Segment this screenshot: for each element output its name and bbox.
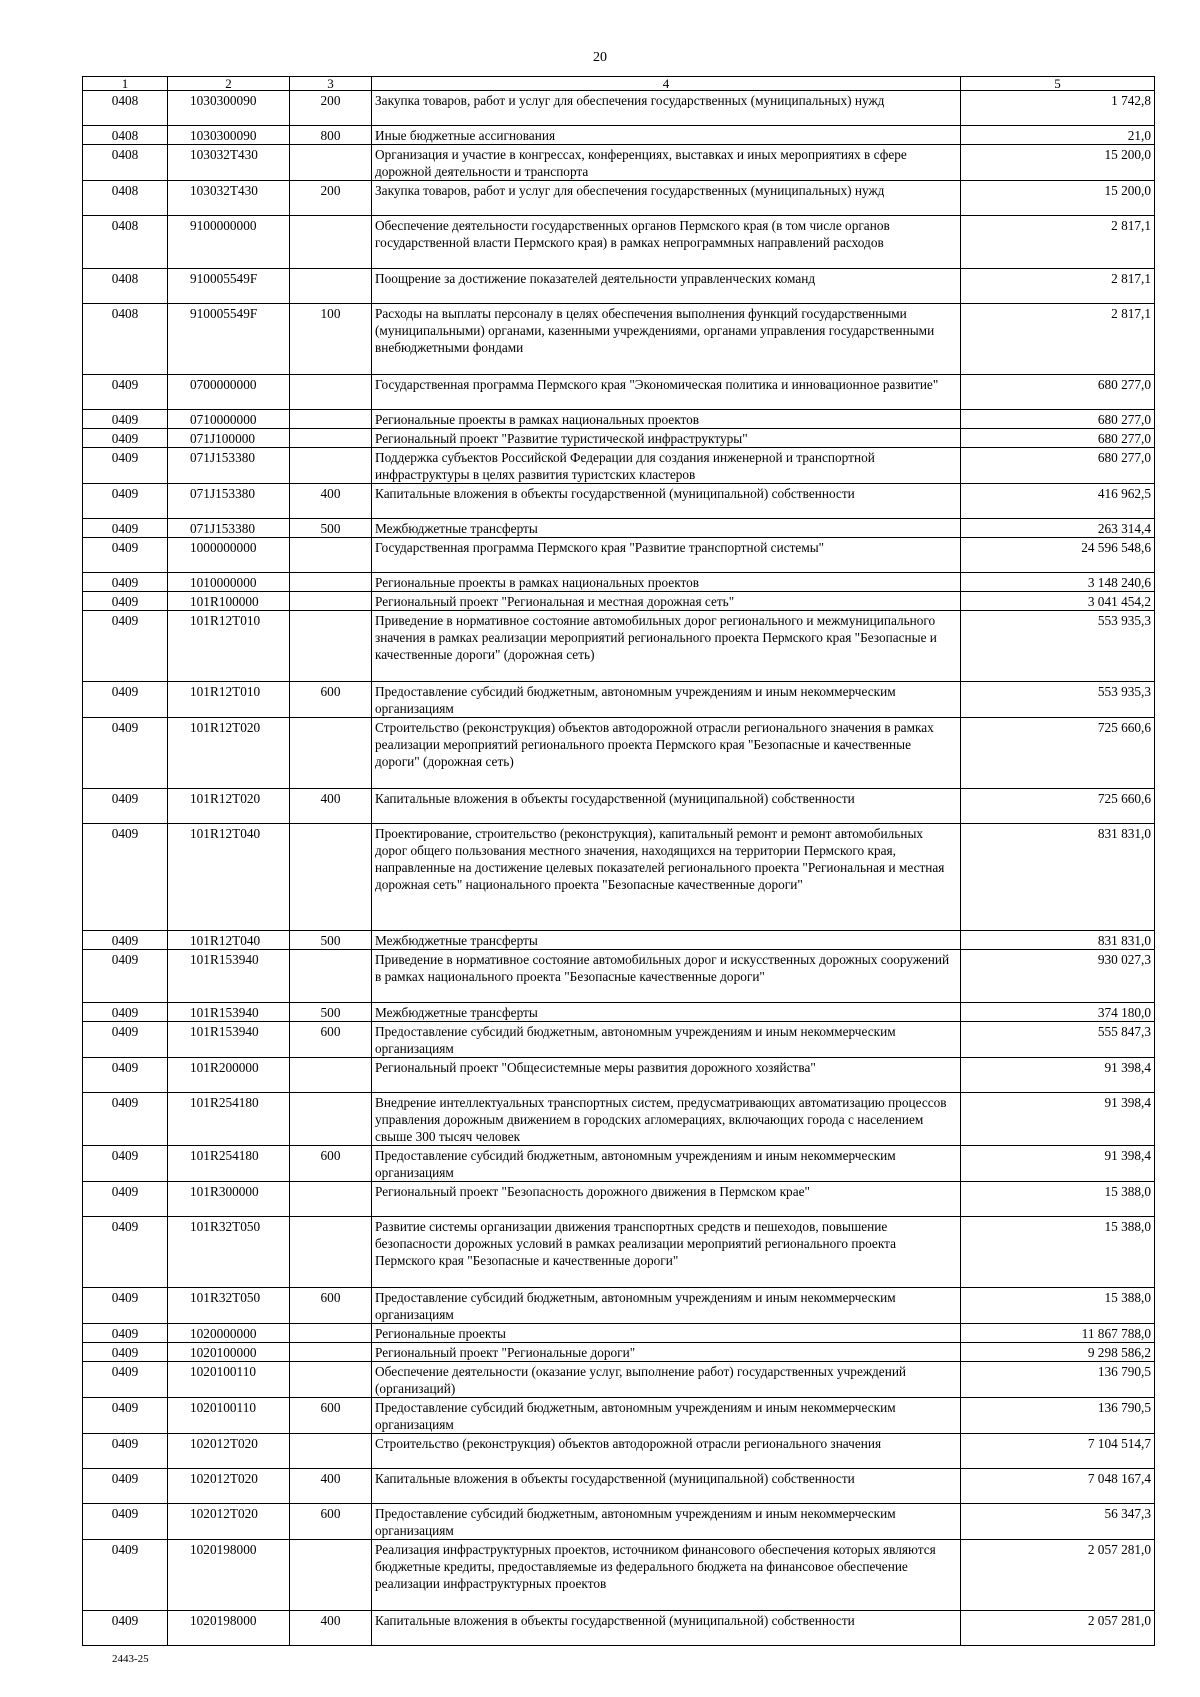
amount-cell: 680 277,0 [961, 375, 1155, 410]
section-code-cell: 0409 [83, 931, 168, 950]
table-row [83, 216, 1155, 269]
amount-cell: 56 347,3 [961, 1504, 1155, 1540]
amount-cell: 3 148 240,6 [961, 573, 1155, 592]
expense-type-cell: 400 [290, 484, 372, 519]
description-cell: Региональные проекты [372, 1324, 961, 1343]
description-cell: Межбюджетные трансферты [372, 1003, 961, 1022]
expense-type-cell [290, 1324, 372, 1343]
description-cell: Региональный проект "Региональные дороги" [372, 1343, 961, 1362]
target-article-cell: 0700000000 [168, 375, 290, 410]
description-cell: Организация и участие в конгрессах, конференциях, выставках и иных мероприятиях в сфере дорожной деятельности и транспорта [372, 145, 961, 181]
description-cell: Предоставление субсидий бюджетным, автономным учреждениям и иным некоммерческим организациям [372, 1288, 961, 1324]
target-article-cell: 1020198000 [168, 1540, 290, 1611]
target-article-cell: 103032Т430 [168, 181, 290, 216]
target-article-cell: 071J153380 [168, 448, 290, 484]
amount-cell: 553 935,3 [961, 682, 1155, 718]
expense-type-cell [290, 1093, 372, 1146]
target-article-cell: 101R32Т050 [168, 1288, 290, 1324]
amount-cell: 136 790,5 [961, 1362, 1155, 1398]
description-cell: Иные бюджетные ассигнования [372, 126, 961, 145]
table-row [83, 1324, 1155, 1343]
amount-cell: 3 041 454,2 [961, 592, 1155, 611]
amount-cell: 725 660,6 [961, 718, 1155, 789]
section-code-cell: 0409 [83, 1093, 168, 1146]
table-row [83, 429, 1155, 448]
section-code-cell: 0409 [83, 1398, 168, 1434]
amount-cell: 11 867 788,0 [961, 1324, 1155, 1343]
expense-type-cell [290, 410, 372, 429]
section-code-cell: 0409 [83, 1434, 168, 1469]
description-cell: Региональный проект "Общесистемные меры развития дорожного хозяйства" [372, 1058, 961, 1093]
table-row [83, 484, 1155, 519]
target-article-cell: 102012Т020 [168, 1434, 290, 1469]
table-row [83, 519, 1155, 538]
table-row [83, 269, 1155, 304]
section-code-cell: 0408 [83, 181, 168, 216]
amount-cell: 2 817,1 [961, 269, 1155, 304]
table-row [83, 1343, 1155, 1362]
table-row [83, 682, 1155, 718]
column-header: 5 [961, 77, 1155, 91]
description-cell: Расходы на выплаты персоналу в целях обеспечения выполнения функций государственными (муниципальными) органами, казенными учреждениями, органами управления государственными внебюджетными фондами [372, 304, 961, 375]
table-row [83, 1398, 1155, 1434]
description-cell: Внедрение интеллектуальных транспортных систем, предусматривающих автоматизацию процессов управления дорожным движением в городских агломерациях, включающих города с населением свыше 300 тысяч человек [372, 1093, 961, 1146]
table-row [83, 1362, 1155, 1398]
target-article-cell: 1000000000 [168, 538, 290, 573]
expense-type-cell: 600 [290, 1398, 372, 1434]
table-row [83, 448, 1155, 484]
table-row [83, 181, 1155, 216]
table-row [83, 950, 1155, 1003]
expense-type-cell: 200 [290, 181, 372, 216]
amount-cell: 831 831,0 [961, 824, 1155, 931]
table-row [83, 1288, 1155, 1324]
section-code-cell: 0409 [83, 1003, 168, 1022]
expense-type-cell [290, 1217, 372, 1288]
target-article-cell: 101R12Т020 [168, 718, 290, 789]
expense-type-cell [290, 448, 372, 484]
section-code-cell: 0409 [83, 1469, 168, 1504]
description-cell: Государственная программа Пермского края "Развитие транспортной системы" [372, 538, 961, 573]
expense-type-cell: 600 [290, 1022, 372, 1058]
amount-cell: 2 817,1 [961, 304, 1155, 375]
table-row [83, 1022, 1155, 1058]
amount-cell: 15 200,0 [961, 181, 1155, 216]
amount-cell: 91 398,4 [961, 1146, 1155, 1182]
description-cell: Реализация инфраструктурных проектов, источником финансового обеспечения которых являются бюджетные кредиты, предоставляемые из федерального бюджета на финансовое обеспечение реализации инфраструктурных проектов [372, 1540, 961, 1611]
section-code-cell: 0409 [83, 1288, 168, 1324]
section-code-cell: 0409 [83, 1182, 168, 1217]
amount-cell: 263 314,4 [961, 519, 1155, 538]
table-row [83, 824, 1155, 931]
target-article-cell: 101R153940 [168, 950, 290, 1003]
expense-type-cell [290, 1362, 372, 1398]
description-cell: Обеспечение деятельности (оказание услуг, выполнение работ) государственных учреждений (организаций) [372, 1362, 961, 1398]
target-article-cell: 101R12Т020 [168, 789, 290, 824]
column-header: 2 [168, 77, 290, 91]
section-code-cell: 0409 [83, 448, 168, 484]
expense-type-cell: 500 [290, 1003, 372, 1022]
target-article-cell: 102012Т020 [168, 1504, 290, 1540]
amount-cell: 7 104 514,7 [961, 1434, 1155, 1469]
expense-type-cell [290, 375, 372, 410]
section-code-cell: 0409 [83, 429, 168, 448]
expense-type-cell: 600 [290, 1504, 372, 1540]
target-article-cell: 101R254180 [168, 1146, 290, 1182]
amount-cell: 91 398,4 [961, 1093, 1155, 1146]
section-code-cell: 0409 [83, 1504, 168, 1540]
expense-type-cell [290, 1434, 372, 1469]
amount-cell: 15 388,0 [961, 1182, 1155, 1217]
column-header: 4 [372, 77, 961, 91]
target-article-cell: 1030300090 [168, 91, 290, 126]
amount-cell: 2 057 281,0 [961, 1540, 1155, 1611]
section-code-cell: 0409 [83, 1611, 168, 1646]
table-row [83, 375, 1155, 410]
expense-type-cell [290, 1058, 372, 1093]
amount-cell: 725 660,6 [961, 789, 1155, 824]
section-code-cell: 0409 [83, 1324, 168, 1343]
table-row [83, 611, 1155, 682]
description-cell: Поддержка субъектов Российской Федерации для создания инженерной и транспортной инфраструктуры в целях развития туристских кластеров [372, 448, 961, 484]
expense-type-cell: 400 [290, 1611, 372, 1646]
section-code-cell: 0408 [83, 269, 168, 304]
table-row [83, 538, 1155, 573]
expense-type-cell: 500 [290, 931, 372, 950]
amount-cell: 374 180,0 [961, 1003, 1155, 1022]
description-cell: Закупка товаров, работ и услуг для обеспечения государственных (муниципальных) нужд [372, 91, 961, 126]
expense-type-cell [290, 592, 372, 611]
expense-type-cell [290, 429, 372, 448]
section-code-cell: 0409 [83, 1217, 168, 1288]
target-article-cell: 101R100000 [168, 592, 290, 611]
document-code: 2443-25 [112, 1653, 149, 1665]
amount-cell: 15 388,0 [961, 1217, 1155, 1288]
amount-cell: 553 935,3 [961, 611, 1155, 682]
section-code-cell: 0409 [83, 538, 168, 573]
section-code-cell: 0409 [83, 950, 168, 1003]
amount-cell: 7 048 167,4 [961, 1469, 1155, 1504]
section-code-cell: 0409 [83, 611, 168, 682]
section-code-cell: 0409 [83, 484, 168, 519]
target-article-cell: 910005549F [168, 304, 290, 375]
section-code-cell: 0409 [83, 410, 168, 429]
section-code-cell: 0409 [83, 375, 168, 410]
description-cell: Строительство (реконструкция) объектов автодорожной отрасли регионального значения в рамках реализации мероприятий регионального проекта Пермского края "Безопасные и качественные дороги" (дорожная сеть) [372, 718, 961, 789]
table-row [83, 931, 1155, 950]
target-article-cell: 102012Т020 [168, 1469, 290, 1504]
description-cell: Предоставление субсидий бюджетным, автономным учреждениям и иным некоммерческим организациям [372, 1504, 961, 1540]
amount-cell: 2 057 281,0 [961, 1611, 1155, 1646]
expense-type-cell: 600 [290, 682, 372, 718]
target-article-cell: 101R12Т040 [168, 824, 290, 931]
expense-type-cell [290, 573, 372, 592]
target-article-cell: 101R153940 [168, 1022, 290, 1058]
expense-type-cell: 800 [290, 126, 372, 145]
expense-type-cell [290, 950, 372, 1003]
description-cell: Региональный проект "Безопасность дорожного движения в Пермском крае" [372, 1182, 961, 1217]
section-code-cell: 0408 [83, 304, 168, 375]
section-code-cell: 0409 [83, 824, 168, 931]
description-cell: Развитие системы организации движения транспортных средств и пешеходов, повышение безопасности дорожных условий в рамках реализации мероприятий регионального проекта Пермского края "Безопасные и качественные дороги" [372, 1217, 961, 1288]
target-article-cell: 1020100000 [168, 1343, 290, 1362]
amount-cell: 9 298 586,2 [961, 1343, 1155, 1362]
description-cell: Капитальные вложения в объекты государственной (муниципальной) собственности [372, 1611, 961, 1646]
target-article-cell: 103032Т430 [168, 145, 290, 181]
table-row [83, 1469, 1155, 1504]
expense-type-cell [290, 718, 372, 789]
table-row [83, 1003, 1155, 1022]
description-cell: Региональные проекты в рамках национальных проектов [372, 410, 961, 429]
amount-cell: 15 200,0 [961, 145, 1155, 181]
section-code-cell: 0408 [83, 145, 168, 181]
description-cell: Проектирование, строительство (реконструкция), капитальный ремонт и ремонт автомобильных дорог общего пользования местного значения, находящихся на территории Пермского края, направленные на достижение целевых показателей регионального проекта "Региональная и местная дорожная сеть" национального проекта "Безопасные качественные дороги" [372, 824, 961, 931]
amount-cell: 91 398,4 [961, 1058, 1155, 1093]
table-row [83, 1182, 1155, 1217]
description-cell: Региональные проекты в рамках национальных проектов [372, 573, 961, 592]
table-row [83, 126, 1155, 145]
expense-type-cell [290, 269, 372, 304]
expense-type-cell [290, 145, 372, 181]
description-cell: Предоставление субсидий бюджетным, автономным учреждениям и иным некоммерческим организациям [372, 682, 961, 718]
table-header-row [83, 77, 1155, 91]
description-cell: Обеспечение деятельности государственных органов Пермского края (в том числе органов государственной власти Пермского края) в рамках непрограммных направлений расходов [372, 216, 961, 269]
target-article-cell: 1020100110 [168, 1362, 290, 1398]
target-article-cell: 0710000000 [168, 410, 290, 429]
table-row [83, 91, 1155, 126]
amount-cell: 15 388,0 [961, 1288, 1155, 1324]
expense-type-cell: 200 [290, 91, 372, 126]
expense-type-cell [290, 538, 372, 573]
description-cell: Закупка товаров, работ и услуг для обеспечения государственных (муниципальных) нужд [372, 181, 961, 216]
target-article-cell: 101R32Т050 [168, 1217, 290, 1288]
section-code-cell: 0409 [83, 682, 168, 718]
expense-type-cell: 600 [290, 1288, 372, 1324]
section-code-cell: 0409 [83, 1058, 168, 1093]
column-header: 1 [83, 77, 168, 91]
target-article-cell: 910005549F [168, 269, 290, 304]
amount-cell: 930 027,3 [961, 950, 1155, 1003]
expense-type-cell: 400 [290, 1469, 372, 1504]
expense-type-cell: 400 [290, 789, 372, 824]
description-cell: Региональный проект "Региональная и местная дорожная сеть" [372, 592, 961, 611]
section-code-cell: 0409 [83, 573, 168, 592]
target-article-cell: 1020000000 [168, 1324, 290, 1343]
target-article-cell: 101R12Т040 [168, 931, 290, 950]
expense-type-cell [290, 1182, 372, 1217]
description-cell: Предоставление субсидий бюджетным, автономным учреждениям и иным некоммерческим организациям [372, 1398, 961, 1434]
amount-cell: 680 277,0 [961, 410, 1155, 429]
table-row [83, 718, 1155, 789]
expense-type-cell: 100 [290, 304, 372, 375]
section-code-cell: 0408 [83, 91, 168, 126]
table-row [83, 1058, 1155, 1093]
description-cell: Капитальные вложения в объекты государственной (муниципальной) собственности [372, 1469, 961, 1504]
table-row [83, 1611, 1155, 1646]
target-article-cell: 1020100110 [168, 1398, 290, 1434]
amount-cell: 416 962,5 [961, 484, 1155, 519]
section-code-cell: 0409 [83, 1146, 168, 1182]
column-header: 3 [290, 77, 372, 91]
section-code-cell: 0409 [83, 1540, 168, 1611]
table-row [83, 1434, 1155, 1469]
description-cell: Строительство (реконструкция) объектов автодорожной отрасли регионального значения [372, 1434, 961, 1469]
description-cell: Капитальные вложения в объекты государственной (муниципальной) собственности [372, 789, 961, 824]
section-code-cell: 0409 [83, 1022, 168, 1058]
amount-cell: 1 742,8 [961, 91, 1155, 126]
amount-cell: 831 831,0 [961, 931, 1155, 950]
expense-type-cell [290, 824, 372, 931]
amount-cell: 680 277,0 [961, 448, 1155, 484]
expense-type-cell [290, 216, 372, 269]
description-cell: Капитальные вложения в объекты государственной (муниципальной) собственности [372, 484, 961, 519]
table-row [83, 145, 1155, 181]
expense-type-cell [290, 611, 372, 682]
table-row [83, 304, 1155, 375]
target-article-cell: 101R153940 [168, 1003, 290, 1022]
page-number: 20 [593, 50, 607, 65]
amount-cell: 2 817,1 [961, 216, 1155, 269]
table-row [83, 410, 1155, 429]
expense-type-cell [290, 1540, 372, 1611]
target-article-cell: 1010000000 [168, 573, 290, 592]
description-cell: Межбюджетные трансферты [372, 519, 961, 538]
amount-cell: 24 596 548,6 [961, 538, 1155, 573]
description-cell: Государственная программа Пермского края "Экономическая политика и инновационное развитие" [372, 375, 961, 410]
section-code-cell: 0409 [83, 789, 168, 824]
target-article-cell: 101R200000 [168, 1058, 290, 1093]
table-row [83, 1146, 1155, 1182]
target-article-cell: 101R12Т010 [168, 682, 290, 718]
target-article-cell: 9100000000 [168, 216, 290, 269]
section-code-cell: 0409 [83, 592, 168, 611]
table-row [83, 1217, 1155, 1288]
target-article-cell: 101R300000 [168, 1182, 290, 1217]
section-code-cell: 0409 [83, 1362, 168, 1398]
section-code-cell: 0409 [83, 718, 168, 789]
target-article-cell: 071J153380 [168, 519, 290, 538]
budget-table [82, 76, 1155, 1646]
table-row [83, 573, 1155, 592]
description-cell: Предоставление субсидий бюджетным, автономным учреждениям и иным некоммерческим организациям [372, 1022, 961, 1058]
description-cell: Предоставление субсидий бюджетным, автономным учреждениям и иным некоммерческим организациям [372, 1146, 961, 1182]
amount-cell: 555 847,3 [961, 1022, 1155, 1058]
expense-type-cell [290, 1343, 372, 1362]
description-cell: Межбюджетные трансферты [372, 931, 961, 950]
target-article-cell: 1030300090 [168, 126, 290, 145]
description-cell: Приведение в нормативное состояние автомобильных дорог регионального и межмуниципального значения в рамках реализации мероприятий регионального проекта Пермского края "Безопасные и качественные дороги" (дорожная сеть) [372, 611, 961, 682]
description-cell: Поощрение за достижение показателей деятельности управленческих команд [372, 269, 961, 304]
table-row [83, 789, 1155, 824]
amount-cell: 21,0 [961, 126, 1155, 145]
target-article-cell: 101R254180 [168, 1093, 290, 1146]
expense-type-cell: 600 [290, 1146, 372, 1182]
table-row [83, 1093, 1155, 1146]
table-row [83, 592, 1155, 611]
target-article-cell: 1020198000 [168, 1611, 290, 1646]
target-article-cell: 071J153380 [168, 484, 290, 519]
table-row [83, 1540, 1155, 1611]
description-cell: Приведение в нормативное состояние автомобильных дорог и искусственных дорожных сооружений в рамках национального проекта "Безопасные качественные дороги" [372, 950, 961, 1003]
target-article-cell: 071J100000 [168, 429, 290, 448]
section-code-cell: 0408 [83, 126, 168, 145]
amount-cell: 136 790,5 [961, 1398, 1155, 1434]
section-code-cell: 0408 [83, 216, 168, 269]
target-article-cell: 101R12Т010 [168, 611, 290, 682]
expense-type-cell: 500 [290, 519, 372, 538]
section-code-cell: 0409 [83, 1343, 168, 1362]
amount-cell: 680 277,0 [961, 429, 1155, 448]
description-cell: Региональный проект "Развитие туристической инфраструктуры" [372, 429, 961, 448]
section-code-cell: 0409 [83, 519, 168, 538]
table-row [83, 1504, 1155, 1540]
